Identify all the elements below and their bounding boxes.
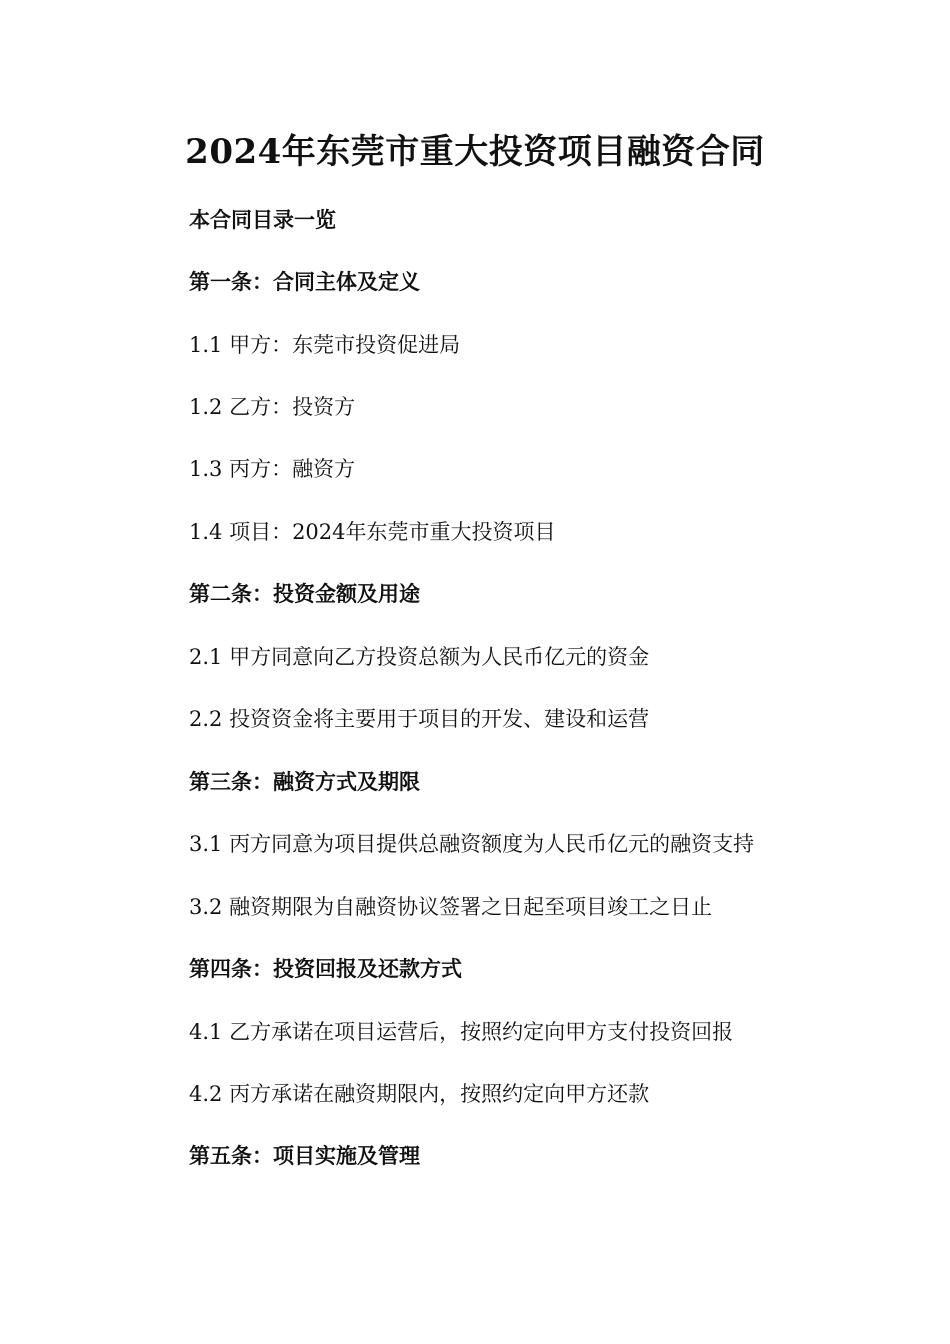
section-heading-2: 第二条：投资金额及用途 [189, 581, 420, 606]
toc-header: 本合同目录一览 [189, 207, 336, 232]
section-heading-4: 第四条：投资回报及还款方式 [189, 956, 462, 981]
section-heading-5: 第五条：项目实施及管理 [189, 1143, 420, 1168]
section-heading-3: 第三条：融资方式及期限 [189, 769, 420, 794]
clause-3-1: 3.1 丙方同意为项目提供总融资额度为人民币亿元的融资支持 [189, 832, 755, 856]
clause-3-2: 3.2 融资期限为自融资协议签署之日起至项目竣工之日止 [189, 895, 713, 919]
clause-1-1: 1.1 甲方：东莞市投资促进局 [189, 333, 461, 357]
clause-2-1: 2.1 甲方同意向乙方投资总额为人民币亿元的资金 [189, 645, 650, 669]
clause-2-2: 2.2 投资资金将主要用于项目的开发、建设和运营 [189, 707, 650, 731]
clause-4-1: 4.1 乙方承诺在项目运营后，按照约定向甲方支付投资回报 [189, 1020, 734, 1044]
section-heading-1: 第一条：合同主体及定义 [189, 269, 420, 294]
clause-1-4: 1.4 项目：2024年东莞市重大投资项目 [189, 520, 556, 544]
document-title: 2024年东莞市重大投资项目融资合同 [185, 132, 765, 172]
clause-4-2: 4.2 丙方承诺在融资期限内，按照约定向甲方还款 [189, 1082, 650, 1106]
clause-1-2: 1.2 乙方：投资方 [189, 395, 356, 419]
clause-1-3: 1.3 丙方：融资方 [189, 457, 356, 481]
